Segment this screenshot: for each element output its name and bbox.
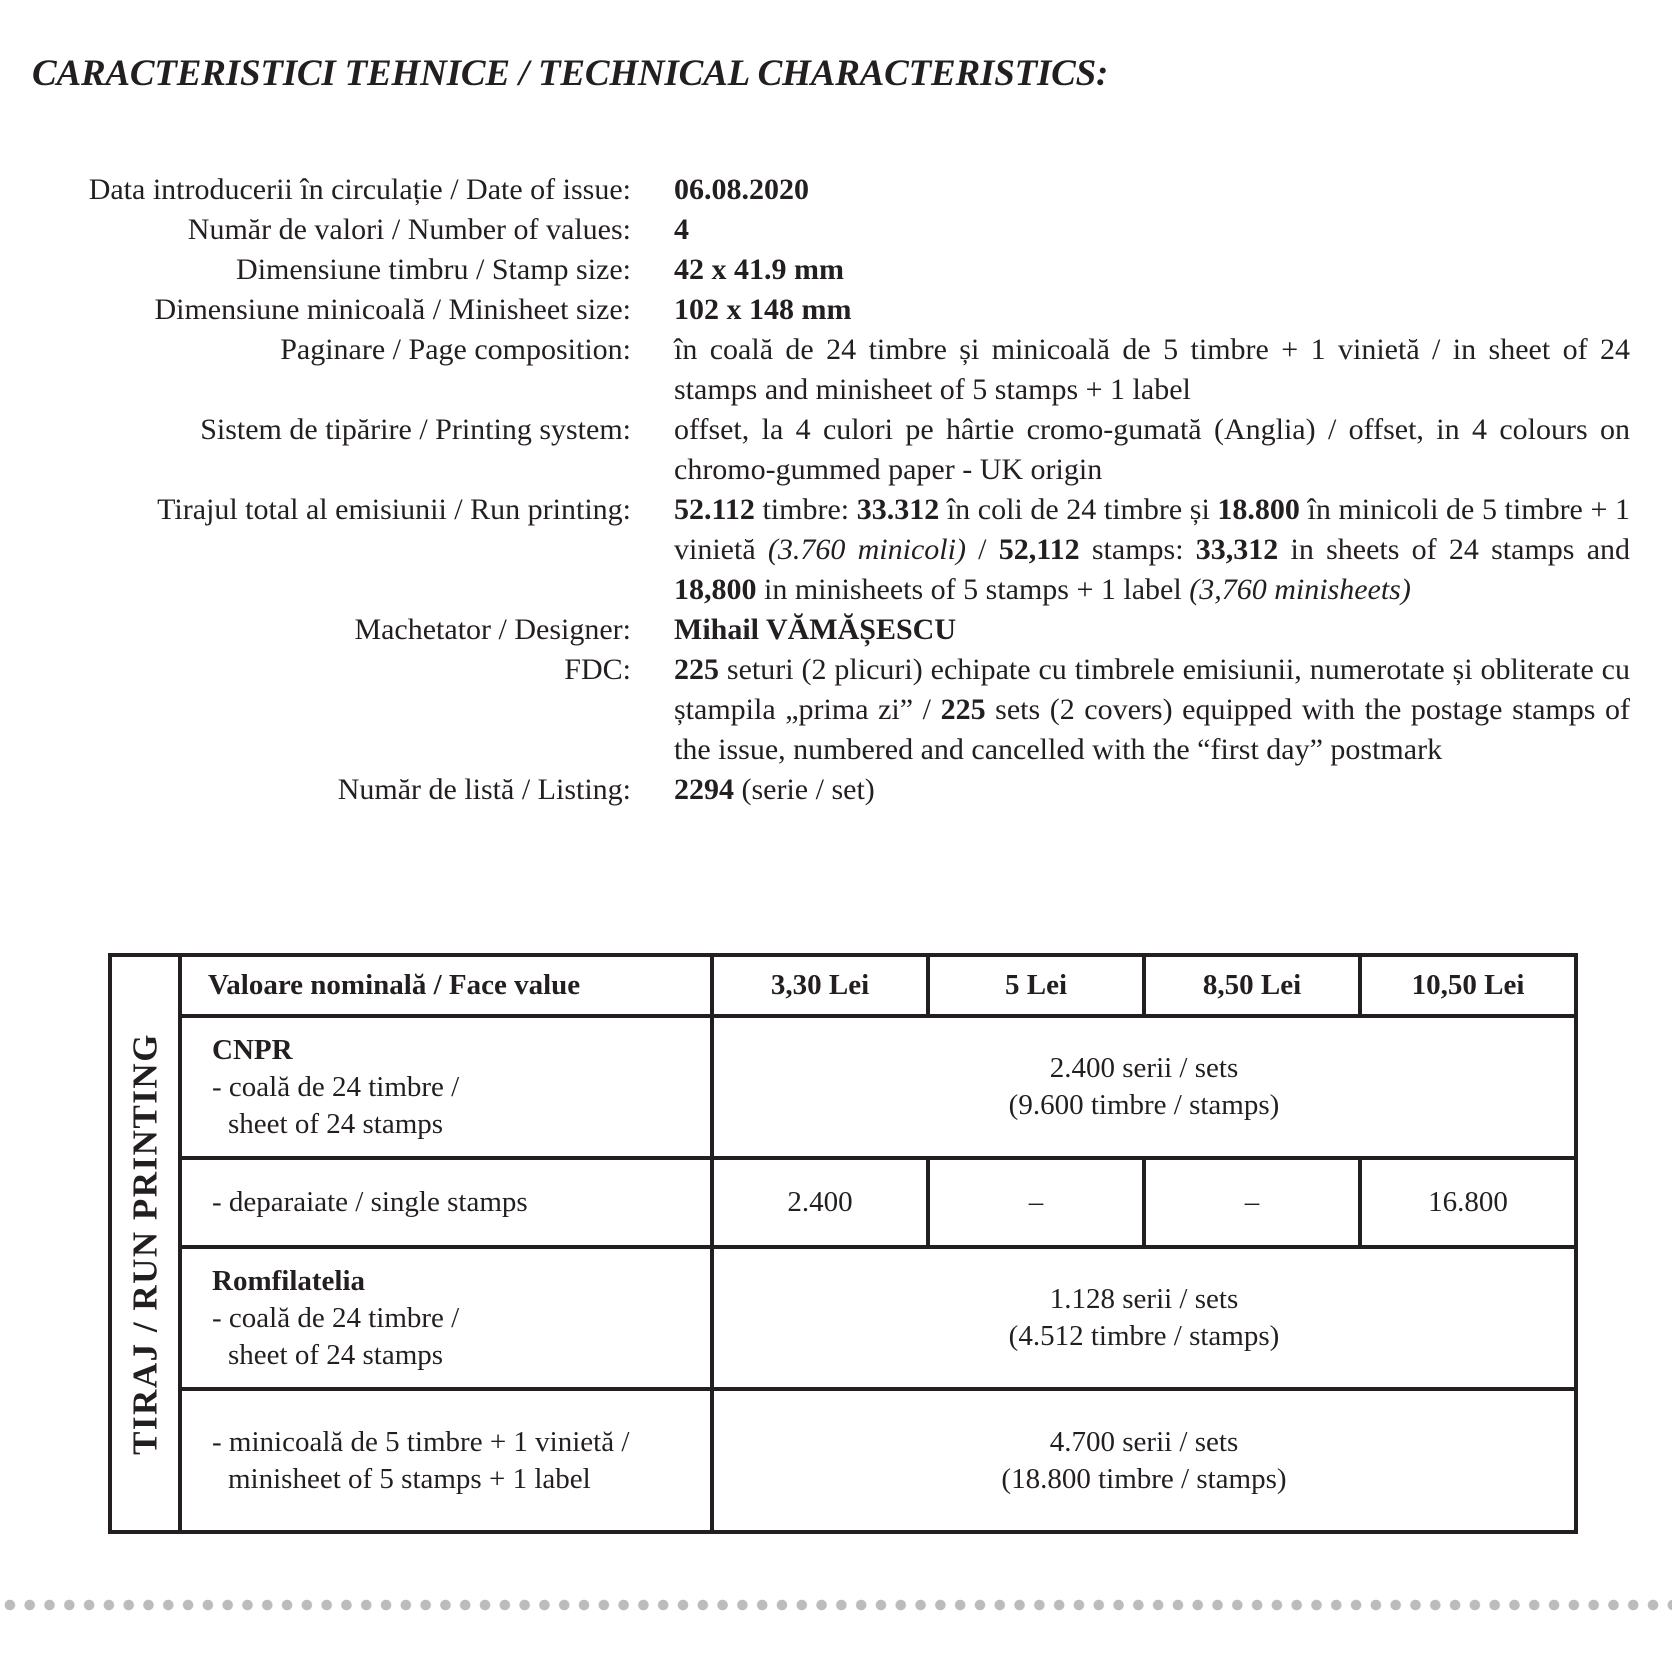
value-cell: 2.400	[712, 1158, 928, 1247]
face-value-header: Valoare nominală / Face value	[180, 955, 712, 1016]
spec-value: 06.08.2020	[674, 173, 809, 206]
page-title: CARACTERISTICI TEHNICE / TECHNICAL CHARACTERISTICS:	[32, 53, 1109, 94]
spec-value: 225 seturi (2 plicuri) echipate cu timbrele emisiunii, numerotate și obliterate cu ștampila „prima zi” / 225 sets (2 covers) equipped with the postage stamps of the issue, numbered and cancelled with the “first day” postmark	[674, 653, 1630, 766]
spec-page-composition	[0, 330, 1672, 410]
side-label-cell	[110, 955, 180, 1532]
spec-label: Dimensiune timbru / Stamp size:	[236, 253, 631, 286]
merged-value-cell: 4.700 serii / sets (18.800 timbre / stamps)	[712, 1389, 1576, 1532]
row-description: - deparaiate / single stamps	[180, 1158, 712, 1247]
row-description: - minicoală de 5 timbre + 1 vinietă / minisheet of 5 stamps + 1 label	[180, 1389, 712, 1532]
table-header-row	[110, 955, 1576, 1016]
table-row	[110, 1016, 1576, 1158]
side-label: TIRAJ / RUN PRINTING	[125, 1032, 165, 1455]
spec-minisheet-size	[0, 290, 1672, 330]
face-value-col: 8,50 Lei	[1144, 955, 1360, 1016]
row-description: CNPR - coală de 24 timbre / sheet of 24 stamps	[180, 1016, 712, 1158]
value-cell: 16.800	[1360, 1158, 1576, 1247]
table-row	[110, 1389, 1576, 1532]
spec-value: 52.112 timbre: 33.312 în coli de 24 timbre și 18.800 în minicoli de 5 timbre + 1 vinietă (3.760 minicoli) / 52,112 stamps: 33,312 in sheets of 24 stamps and 18,800 in minisheets of 5 stamps + 1 label (3,760 minisheets)	[674, 493, 1631, 606]
table-row	[110, 1158, 1576, 1247]
face-value-col: 3,30 Lei	[712, 955, 928, 1016]
spec-label: Număr de valori / Number of values:	[187, 213, 631, 246]
spec-label: Machetator / Designer:	[354, 613, 631, 646]
table-row	[110, 1247, 1576, 1389]
spec-designer	[0, 610, 1672, 650]
spec-printing-system	[0, 410, 1672, 490]
spec-number-of-values	[0, 210, 1672, 250]
spec-run-printing	[0, 490, 1672, 610]
spec-label: Tirajul total al emisiunii / Run printing:	[157, 493, 631, 526]
value-cell: –	[928, 1158, 1144, 1247]
spec-value: Mihail VĂMĂȘESCU	[674, 613, 956, 646]
spec-value: offset, la 4 culori pe hârtie cromo-gumată (Anglia) / offset, in 4 colours on chromo-gummed paper - UK origin	[674, 413, 1630, 486]
spec-label: FDC:	[564, 653, 631, 686]
spec-label: Sistem de tipărire / Printing system:	[200, 413, 631, 446]
spec-label: Număr de listă / Listing:	[337, 773, 631, 806]
spec-value: în coală de 24 timbre și minicoală de 5 timbre + 1 vinietă / in sheet of 24 stamps and minisheet of 5 stamps + 1 label	[674, 333, 1630, 406]
value-cell: –	[1144, 1158, 1360, 1247]
face-value-col: 5 Lei	[928, 955, 1144, 1016]
face-value-col: 10,50 Lei	[1360, 955, 1576, 1016]
spec-listing	[0, 770, 1672, 810]
technical-specs	[0, 170, 1672, 810]
merged-value-cell: 2.400 serii / sets (9.600 timbre / stamps)	[712, 1016, 1576, 1158]
spec-label: Data introducerii în circulație / Date of issue:	[88, 173, 631, 206]
run-printing-table	[108, 953, 1578, 1534]
spec-value: 2294 (serie / set)	[674, 773, 875, 806]
row-description: Romfilatelia - coală de 24 timbre / sheet of 24 stamps	[180, 1247, 712, 1389]
spec-date-of-issue	[0, 170, 1672, 210]
spec-label: Dimensiune minicoală / Minisheet size:	[154, 293, 631, 326]
spec-fdc	[0, 650, 1672, 770]
spec-label: Paginare / Page composition:	[280, 333, 631, 366]
dotted-divider	[0, 1598, 1672, 1612]
spec-value: 102 x 148 mm	[674, 293, 852, 326]
spec-stamp-size	[0, 250, 1672, 290]
spec-value: 4	[674, 213, 689, 246]
merged-value-cell: 1.128 serii / sets (4.512 timbre / stamps)	[712, 1247, 1576, 1389]
spec-value: 42 x 41.9 mm	[674, 253, 844, 286]
